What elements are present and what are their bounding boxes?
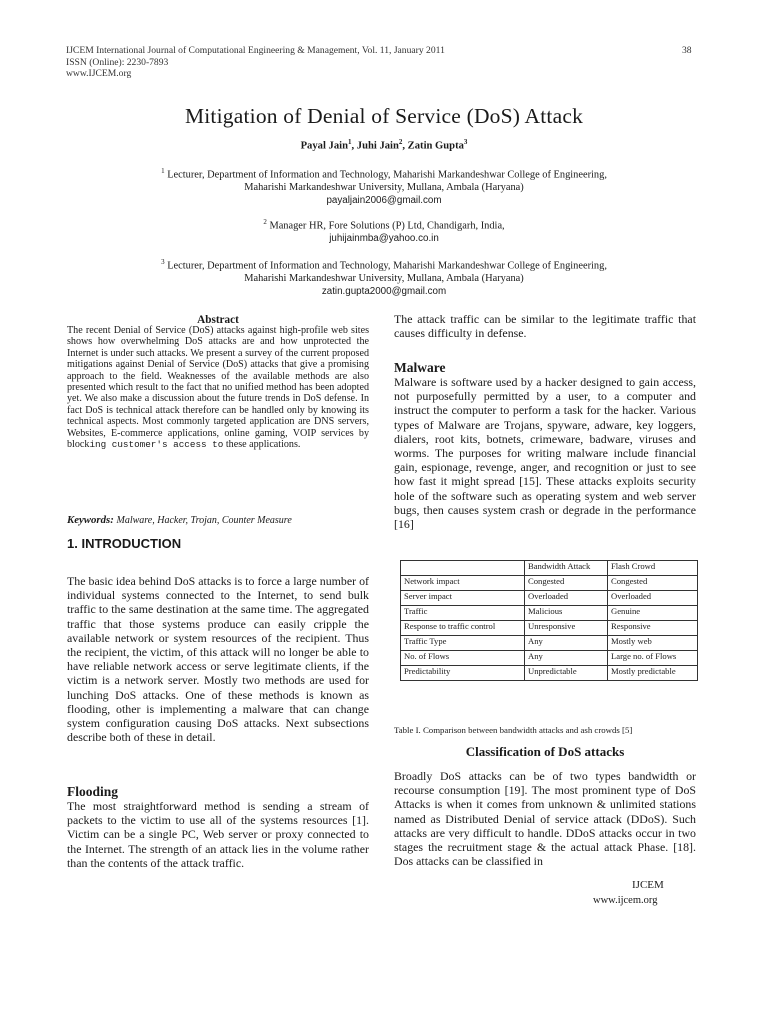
author-name: Juhi Jain [356,140,399,152]
table-cell: Server impact [401,591,525,606]
table-cell [401,561,525,576]
journal-name: IJCEM International Journal of Computational Engineering & Management, Vol. 11, January 2011 [66,45,445,56]
keywords-value: Malware, Hacker, Trojan, Counter Measure [116,515,292,526]
email: payaljain2006@gmail.com [326,194,442,206]
abstract-mono-text: ing customer's access to [89,439,224,451]
affiliation-line: Maharishi Markandeshwar University, Mullana, Ambala (Haryana) [244,182,524,194]
journal-website: www.IJCEM.org [66,68,132,80]
table-cell: Any [525,651,608,666]
journal-header [66,45,445,80]
introduction-text: The basic idea behind DoS attacks is to force a large number of individual systems connected to the Internet, to send bulk traffic to the same destination at the same time. The aggregated traffic that those systems produce can easily cripple the available network or system resources of the recipient. Thus the recipient, the victim, of this attack will no longer be able to have reliable network access or serve legitimate clients, if the victim is a network server. Mostly two methods are used for lunching DoS attacks. One of these methods is known as flooding, other is implementing a malware that can change system configuration causing DoS attacks. Next subsections describe both of these in detail. [67,574,369,745]
keywords-label: Keywords: [67,514,114,526]
author-sup: 1 [347,138,352,146]
table-cell: Responsive [608,621,698,636]
flooding-text: The most straightforward method is sending a stream of packets to the victim to use all of the systems resources [1]. Victim can be a single PC, Web server or proxy connected to the Internet. The strength of an attack lies in the volume rather than the contents of the attack traffic. [67,799,369,870]
affiliation-3 [90,256,678,298]
keywords [67,514,369,526]
table-cell: Overloaded [608,591,698,606]
author-name: Zatin Gupta [407,140,464,152]
affiliation-1 [90,165,678,207]
table-cell: Flash Crowd [608,561,698,576]
flooding-heading: Flooding [67,784,119,799]
table-cell: Overloaded [525,591,608,606]
malware-heading: Malware [394,360,446,375]
table-cell: Predictability [401,666,525,681]
table-cell: Any [525,636,608,651]
table-cell: Genuine [608,606,698,621]
affiliation-sup: 3 [161,258,165,266]
author-name: Payal Jain [300,140,348,152]
table-row [401,651,698,666]
right-intro-text: The attack traffic can be similar to the legitimate traffic that causes difficulty in defense. [394,312,696,341]
paper-title: Mitigation of Denial of Service (DoS) Attack [184,104,584,128]
author-list: Payal Jain$^1$, Juhi Jain$^2$, Zatin Gupta$^3$ [300,138,468,152]
footer-journal: IJCEM [632,879,664,891]
table-row [401,576,698,591]
introduction-heading: 1. INTRODUCTION [67,536,182,551]
table-cell: Unpredictable [525,666,608,681]
affiliation-sup: 1 [161,167,165,175]
classification-text: Broadly DoS attacks can be of two types bandwidth or recourse consumption [19]. The most prominent type of DoS Attacks is when it comes from unknown & unlimited stations named as Distributed Denial of service attack (DDoS). Such attacks are very difficult to handle. DDoS attacks occur in two stages the recruitment stage & the actual attack Phase. [18]. Dos attacks can be classified in [394,769,696,869]
table-cell: Bandwidth Attack [525,561,608,576]
table-row [401,666,698,681]
table-cell: Mostly web [608,636,698,651]
table-row [401,621,698,636]
affiliation-sup: 2 [263,218,267,226]
table-cell: Response to traffic control [401,621,525,636]
table-cell: Mostly predictable [608,666,698,681]
table-cell: Large no. of Flows [608,651,698,666]
affiliation-2 [90,216,678,246]
footer-website: www.ijcem.org [593,895,658,906]
table-cell: Congested [525,576,608,591]
table-row [401,636,698,651]
table-cell: Traffic Type [401,636,525,651]
table-cell: Unresponsive [525,621,608,636]
page-number: 38 [682,45,692,56]
table-cell: Network impact [401,576,525,591]
table-row [401,606,698,621]
author-sup: 2 [398,138,403,146]
abstract-text: The recent Denial of Service (DoS) attacks against high-profile web sites shows how overwhelming DoS attacks are and how unprotected the Internet is under such attacks. We present a survey of the current proposed mitigations against Denial of Service (DoS) attacks that give a promising approach to the field. Weaknesses of the available methods are also presented which result to the fact that no unified method has been adopted yet. We also make a discussion about the future trends in DoS defense. In fact DoS is technical attack therefore can be handled only by knowing its technical aspects. Most commonly targeted application are DNS servers, Websites, E-commerce applications, online gaming, VOIP services by blocking customer's access to these applications. [67,325,369,451]
malware-text: Malware is software used by a hacker designed to gain access, not purposefully permitted by a user, to a computer and instruct the computer to perform a task for the hacker. Various types of Malware are Trojans, spyware, adware, key loggers, dialers, root kits, botnets, crimeware, badware, viruses and worms. The purposes for writing malware include financial gain, espionage, revenge, anger, and recognition or just to see how fast it might spread [15]. These attacks exploits security hole of the software such as operating system and web server bugs, then causes system crash or degrade in the performance [16] [394,375,696,532]
table-cell: Traffic [401,606,525,621]
classification-heading: Classification of DoS attacks [465,744,625,759]
abstract-heading: Abstract [197,314,239,326]
table-caption: Table I. Comparison between bandwidth attacks and ash crowds [5] [394,725,633,735]
affiliation-line: Lecturer, Department of Information and Technology, Maharishi Markandeshwar College of Engineering, [167,169,607,181]
comparison-table [400,560,698,681]
author-sup: 3 [463,138,468,146]
table-cell: Congested [608,576,698,591]
affiliation-line: Manager HR, Fore Solutions (P) Ltd, Chandigarh, India, [269,220,505,232]
table-cell: Malicious [525,606,608,621]
issn: ISSN (Online): 2230-7893 [66,56,169,68]
affiliation-line: Lecturer, Department of Information and Technology, Maharishi Markandeshwar College of Engineering, [167,260,607,272]
affiliation-line: Maharishi Markandeshwar University, Mullana, Ambala (Haryana) [244,273,524,285]
email: zatin.gupta2000@gmail.com [321,285,447,297]
email: juhijainmba@yahoo.co.in [329,233,439,245]
table-header-row [401,561,698,576]
table-row [401,591,698,606]
table-cell: No. of Flows [401,651,525,666]
